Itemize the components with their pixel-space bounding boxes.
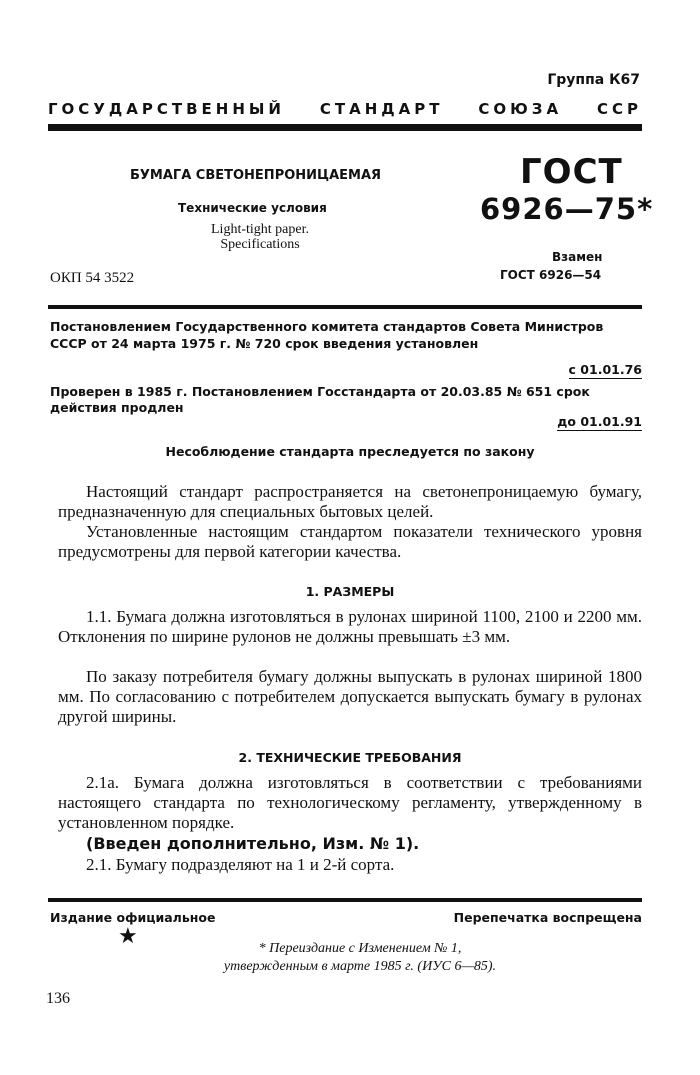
document-title: БУМАГА СВЕТОНЕПРОНИЦАЕМАЯ — [130, 168, 382, 183]
header-word: ГОСУДАРСТВЕННЫЙ — [48, 100, 285, 118]
header-rule — [48, 124, 642, 131]
footnote-line: утвержденным в марте 1985 г. (ИУС 6—85). — [223, 959, 497, 974]
footer-rule — [48, 898, 642, 902]
header-word: СОЮЗА — [478, 100, 563, 118]
amendment-note: (Введен дополнительно, Изм. № 1). — [86, 834, 420, 853]
okp-code: ОКП 54 3522 — [50, 270, 135, 286]
state-standard-header — [48, 100, 642, 118]
legal-warning: Несоблюдение стандарта преследуется по закону — [165, 444, 535, 459]
header-word: ССР — [596, 100, 642, 118]
section-paragraph: По заказу потребителя бумагу должны выпускать в рулонах шириной 1800 мм. По согласованию с потребителем допускается выпускать бумагу в рулонах другой ширины. — [58, 667, 642, 726]
intro-paragraph: Установленные настоящим стандартом показатели технического уровня предусмотрены для первой категории качества. — [58, 522, 642, 561]
replaces-value: ГОСТ 6926—54 — [500, 268, 602, 282]
decree-date: с 01.01.76 — [568, 362, 642, 377]
checked-date: до 01.01.91 — [557, 414, 642, 429]
star-mark: ★ — [118, 924, 138, 949]
english-title — [180, 222, 340, 252]
document-subtitle: Технические условия — [178, 201, 327, 215]
checked-text: Проверен в 1985 г. Постановлением Госстандарта от 20.03.85 № 651 срок действия продлен — [50, 384, 590, 415]
page-number: 136 — [46, 990, 70, 1007]
decree-text: Постановлением Государственного комитета стандартов Совета Министров СССР от 24 марта 1975 г. № 720 срок введения установлен — [50, 319, 604, 351]
section-paragraph: 2.1. Бумагу подразделяют на 1 и 2-й сорта. — [86, 855, 395, 874]
english-title-line: Specifications — [220, 237, 300, 252]
replaces-label: Взамен — [552, 250, 603, 264]
section-title: 1. РАЗМЕРЫ — [305, 584, 395, 599]
section-title: 2. ТЕХНИЧЕСКИЕ ТРЕБОВАНИЯ — [238, 750, 462, 765]
section-paragraph: 1.1. Бумага должна изготовляться в рулонах шириной 1100, 2100 и 2200 мм. Отклонения по ширине рулонов не должны превышать ±3 мм. — [58, 607, 642, 646]
title-rule — [48, 305, 642, 309]
intro-paragraph: Настоящий стандарт распространяется на светонепроницаемую бумагу, предназначенную для специальных бытовых целей. — [58, 482, 642, 521]
gost-label: ГОСТ — [520, 152, 623, 192]
header-word: СТАНДАРТ — [319, 100, 444, 118]
footnote-line: * Переиздание с Изменением № 1, — [258, 941, 462, 956]
official-edition-label: Издание официальное — [50, 910, 216, 925]
section-paragraph: 2.1а. Бумага должна изготовляться в соответствии с требованиями настоящего стандарта по технологическому регламенту, утвержденному в установленном порядке. — [58, 773, 642, 832]
gost-number: 6926—75* — [480, 192, 654, 226]
english-title-line: Light-tight paper. — [211, 222, 309, 237]
reissue-footnote — [160, 940, 560, 976]
group-code: Группа К67 — [547, 72, 640, 88]
reprint-prohibited-label: Перепечатка воспрещена — [453, 910, 642, 925]
